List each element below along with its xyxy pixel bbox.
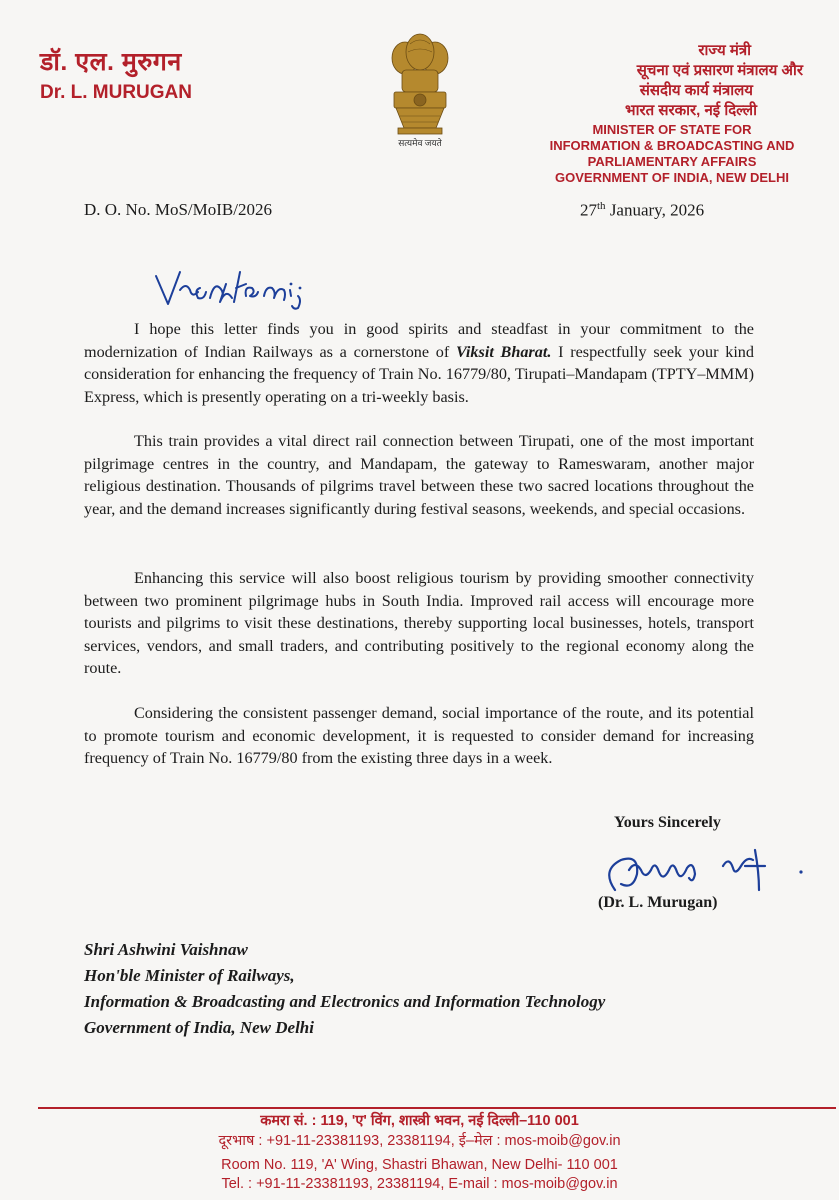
footer-address-english: Room No. 119, 'A' Wing, Shastri Bhawan, New Delhi- 110 001 <box>221 1157 618 1173</box>
date-day: 27 <box>580 200 597 220</box>
designation-english-line: INFORMATION & BROADCASTING AND <box>549 138 795 153</box>
footer-divider <box>38 1107 836 1109</box>
minister-name-english: Dr. L. MURUGAN <box>40 82 192 103</box>
handwritten-salutation <box>150 262 390 312</box>
body-paragraph <box>84 567 754 680</box>
emphasis-viksit-bharat: Viksit Bharat. <box>456 342 552 361</box>
signatory-name: (Dr. L. Murugan) <box>598 894 718 911</box>
addressee-portfolio: Information & Broadcasting and Electronics and Information Technology <box>84 992 606 1011</box>
footer-address-hindi: कमरा सं. : 119, 'ए' विंग, शास्त्री भवन, नई दिल्ली–110 001 <box>260 1113 579 1129</box>
addressee-office: Government of India, New Delhi <box>84 1018 314 1037</box>
paragraph-text: This train provides a vital direct rail connection between Tirupati, one of the most important pilgrimage centres in the country, and Mandapam, the gateway to Rameswaram, another major religious destination. Thousands of pilgrims travel between these two sacred locations throughout the year, and the demand increases significantly during festival seasons, weekends, and special occasions. <box>84 432 754 518</box>
date-month-year: January, 2026 <box>605 200 705 220</box>
addressee-title: Hon'ble Minister of Railways, <box>84 966 295 985</box>
emblem-motto: सत्यमेव जयते <box>398 138 442 148</box>
paragraph-text: I hope this letter finds you in good spirits and steadfast in your commitment to the modernization of Indian Railways as a cornerstone of <box>84 320 754 361</box>
addressee-name: Shri Ashwini Vaishnaw <box>84 940 248 959</box>
paragraph-text: I respectfully seek your kind consideration for enhancing the frequency of Train No. 16779/80, Tirupati–Mandapam (TPTY–MMM) Express, which is presently operating on a tri-weekly basis. <box>84 342 754 406</box>
designation-english-line: GOVERNMENT OF INDIA, NEW DELHI <box>555 170 789 185</box>
reference-number: D. O. No. MoS/MoIB/2026 <box>84 200 272 219</box>
designation-english-line: PARLIAMENTARY AFFAIRS <box>587 154 757 169</box>
date-suffix: th <box>597 200 606 212</box>
minister-name-hindi: डॉ. एल. मुरुगन <box>40 48 182 76</box>
footer-phone-hindi: दूरभाष : +91-11-23381193, 23381194, ई–मेल : mos-moib@gov.in <box>218 1133 621 1149</box>
closing: Yours Sincerely <box>614 814 721 831</box>
designation-hindi-line: सूचना एवं प्रसारण मंत्रालय और <box>636 62 803 79</box>
body-paragraph <box>84 430 754 520</box>
designation-hindi-line: राज्य मंत्री <box>698 42 751 59</box>
designation-hindi-line: भारत सरकार, नई दिल्ली <box>625 102 757 119</box>
letter-date <box>580 200 704 221</box>
designation-hindi-line: संसदीय कार्य मंत्रालय <box>639 82 753 99</box>
national-emblem-icon <box>380 28 460 152</box>
paragraph-text: Considering the consistent passenger demand, social importance of the route, and its potential to promote tourism and economic development, it is requested to consider demand for increasing frequency of Train No. 16779/80 from the existing three days in a week. <box>84 704 754 767</box>
body-paragraph <box>84 702 754 770</box>
body-paragraph <box>84 318 754 408</box>
paragraph-text: Enhancing this service will also boost religious tourism by providing smoother connectivity between two prominent pilgrimage hubs in South India. Improved rail access will encourage more tourists and pilgrims to visit these destinations, thereby supporting local businesses, hotels, transport services, vendors, and small traders, and contributing positively to the regional economy along the route. <box>84 569 754 677</box>
designation-english-line: MINISTER OF STATE FOR <box>592 122 752 137</box>
footer-phone-english: Tel. : +91-11-23381193, 23381194, E-mail : mos-moib@gov.in <box>221 1176 618 1192</box>
